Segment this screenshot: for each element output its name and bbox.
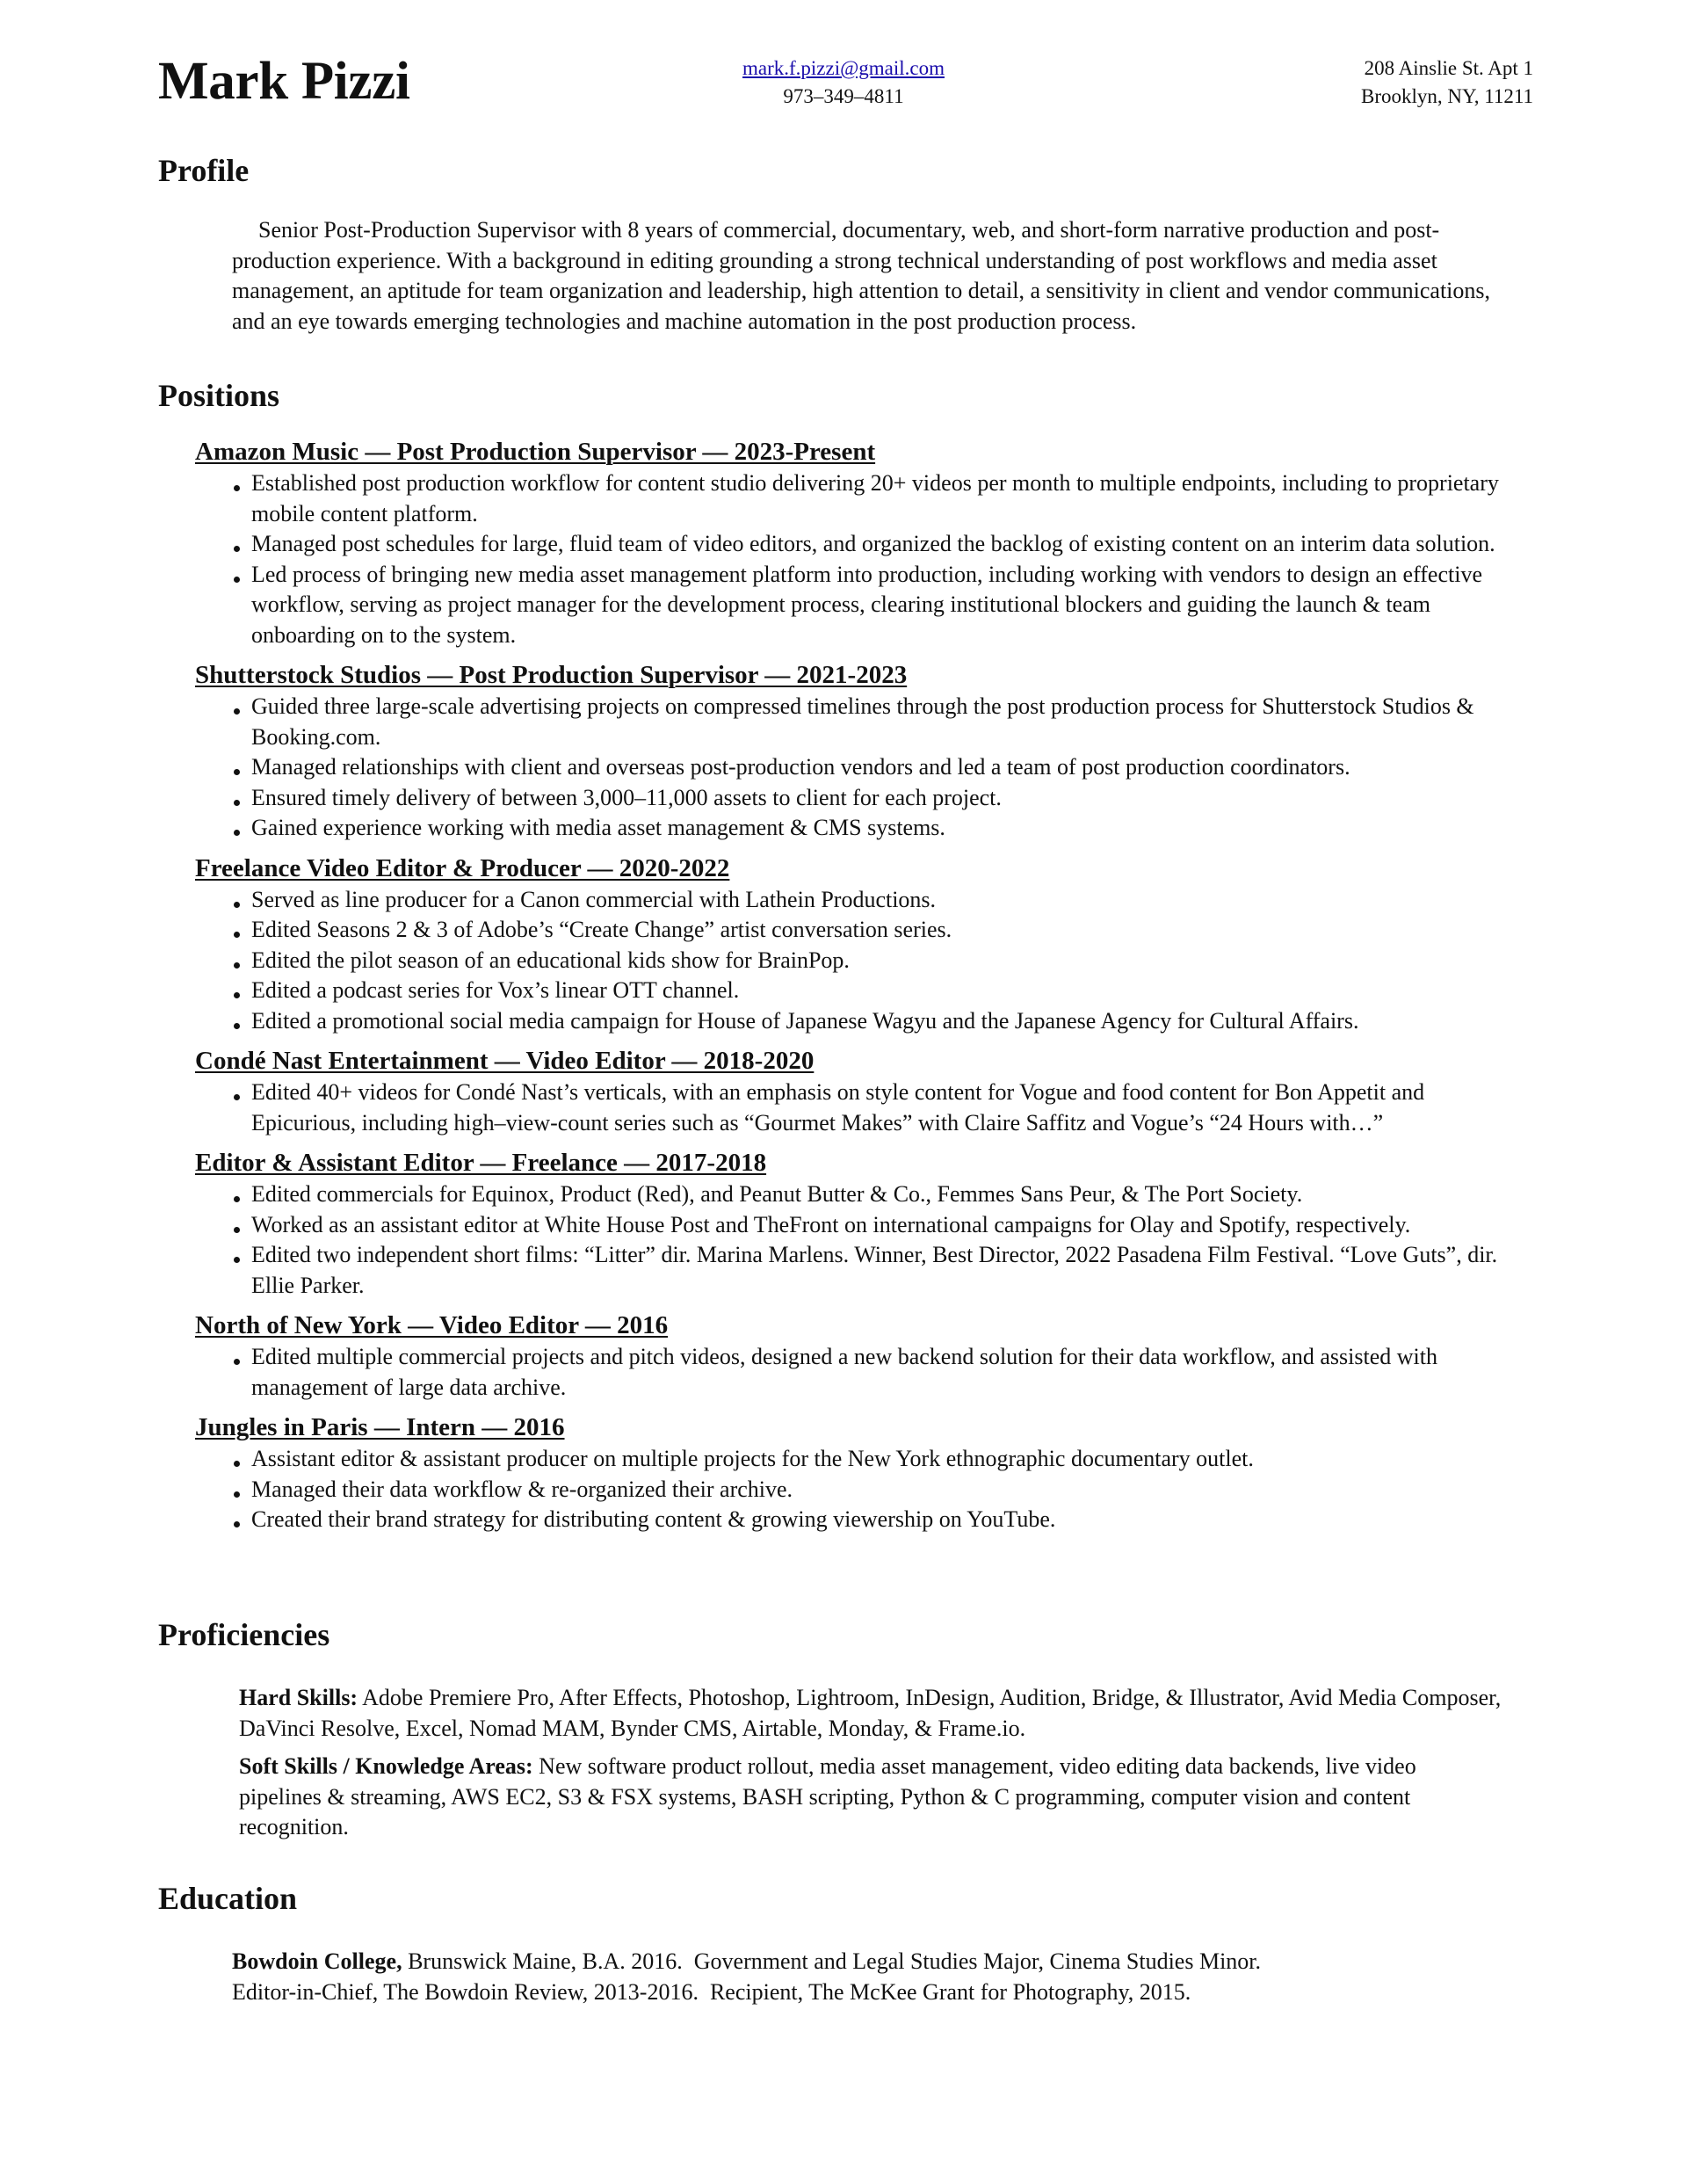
job-bullet: Established post production workflow for content studio delivering 20+ videos per month to multiple endpoints, including to proprietary mobile content platform. bbox=[251, 468, 1531, 529]
job-bullet: Gained experience working with media asset management & CMS systems. bbox=[251, 813, 1531, 844]
job-bullet-list bbox=[195, 885, 1531, 1037]
job-bullet: Managed post schedules for large, fluid team of video editors, and organized the backlog of existing content on an interim data solution. bbox=[251, 529, 1531, 560]
job-bullet: Assistant editor & assistant producer on multiple projects for the New York ethnographic documentary outlet. bbox=[251, 1444, 1531, 1475]
job-title: Amazon Music — Post Production Supervisor — 2023-Present bbox=[195, 438, 876, 466]
job-bullet: Served as line producer for a Canon commercial with Lathein Productions. bbox=[251, 885, 1531, 916]
phone-number: 973–349–4811 bbox=[783, 85, 904, 107]
job-title: North of New York — Video Editor — 2016 bbox=[195, 1311, 669, 1339]
education-degree bbox=[232, 1947, 1532, 1977]
hard-skills-label: Hard Skills: bbox=[239, 1685, 358, 1710]
profile-heading: Profile bbox=[158, 153, 250, 188]
job-bullet: Edited multiple commercial projects and pitch videos, designed a new backend solution for their data workflow, and assisted with management of large data archive. bbox=[251, 1342, 1531, 1403]
profile-summary: Senior Post-Production Supervisor with 8 years of commercial, documentary, web, and short-form narrative production and post-production experience. With a background in editing grounding a strong technical understanding of post workflows and media asset management, an aptitude for team organization and leadership, high attention to detail, a sensitivity in client and vendor communications, and an eye towards emerging technologies and machine automation in the post production process. bbox=[232, 217, 1491, 334]
job-title: Editor & Assistant Editor — Freelance — 2017-2018 bbox=[195, 1149, 767, 1177]
job-bullet: Edited the pilot season of an educational kids show for BrainPop. bbox=[251, 946, 1531, 976]
education-honors: Editor-in-Chief, The Bowdoin Review, 2013-2016. Recipient, The McKee Grant for Photography, 2015. bbox=[232, 1979, 1191, 2005]
proficiencies-heading: Proficiencies bbox=[158, 1617, 330, 1652]
job-bullet: Worked as an assistant editor at White House Post and TheFront on international campaigns for Olay and Spotify, respectively. bbox=[251, 1210, 1531, 1241]
job-bullet-list bbox=[195, 1444, 1531, 1535]
hard-skills bbox=[239, 1683, 1504, 1744]
job-title: Condé Nast Entertainment — Video Editor — 2018-2020 bbox=[195, 1047, 815, 1075]
school-name: Bowdoin College, bbox=[232, 1948, 402, 1974]
address-line-1: 208 Ainslie St. Apt 1 bbox=[1364, 57, 1533, 79]
email-link[interactable]: mark.f.pizzi@gmail.com bbox=[742, 57, 945, 79]
job-bullet: Ensured timely delivery of between 3,000–11,000 assets to client for each project. bbox=[251, 783, 1531, 814]
soft-skills bbox=[239, 1752, 1504, 1843]
job-bullet: Managed relationships with client and overseas post-production vendors and led a team of post production coordinators. bbox=[251, 752, 1531, 783]
positions-heading: Positions bbox=[158, 378, 280, 413]
job-title: Shutterstock Studios — Post Production Supervisor — 2021-2023 bbox=[195, 661, 908, 689]
job-bullet: Edited commercials for Equinox, Product (Red), and Peanut Butter & Co., Femmes Sans Peur, & The Port Society. bbox=[251, 1179, 1531, 1210]
job-bullet-list bbox=[195, 468, 1531, 650]
hard-skills-text: Adobe Premiere Pro, After Effects, Photoshop, Lightroom, InDesign, Audition, Bridge, & Illustrator, Avid Media Composer, DaVinci Resolve, Excel, Nomad MAM, Bynder CMS, Airtable, Monday, & Frame.io. bbox=[239, 1685, 1502, 1741]
positions-list bbox=[195, 436, 1531, 1544]
job-title: Freelance Video Editor & Producer — 2020-2022 bbox=[195, 853, 730, 882]
soft-skills-label: Soft Skills / Knowledge Areas: bbox=[239, 1753, 533, 1779]
job-bullet-list bbox=[195, 1342, 1531, 1403]
job-bullet: Edited a podcast series for Vox’s linear OTT channel. bbox=[251, 976, 1531, 1006]
job-bullet: Guided three large-scale advertising projects on compressed timelines through the post production process for Shutterstock Studios & Booking.com. bbox=[251, 692, 1531, 752]
job-bullet: Managed their data workflow & re-organized their archive. bbox=[251, 1475, 1531, 1506]
address-line-2: Brooklyn, NY, 11211 bbox=[1361, 85, 1533, 107]
job-bullet-list bbox=[195, 1179, 1531, 1301]
job-title: Jungles in Paris — Intern — 2016 bbox=[195, 1413, 565, 1441]
contact-block bbox=[668, 54, 1019, 111]
soft-skills-text: New software product rollout, media asset management, video editing data backends, live video pipelines & streaming, AWS EC2, S3 & FSX systems, BASH scripting, Python & C programming, computer vision and content recognition. bbox=[239, 1753, 1416, 1839]
address-block bbox=[1182, 54, 1533, 111]
job-bullet: Created their brand strategy for distributing content & growing viewership on YouTube. bbox=[251, 1505, 1531, 1535]
education-heading: Education bbox=[158, 1881, 298, 1916]
job-bullet-list bbox=[195, 692, 1531, 844]
job-bullet: Edited a promotional social media campaign for House of Japanese Wagyu and the Japanese Agency for Cultural Affairs. bbox=[251, 1006, 1531, 1037]
job-bullet: Edited 40+ videos for Condé Nast’s verticals, with an emphasis on style content for Vogue and food content for Bon Appetit and Epicurious, including high–view-count series such as “Gourmet Makes” with Claire Saffitz and Vogue’s “24 Hours with…” bbox=[251, 1077, 1531, 1138]
candidate-name: Mark Pizzi bbox=[158, 52, 410, 111]
job-bullet: Edited Seasons 2 & 3 of Adobe’s “Create Change” artist conversation series. bbox=[251, 915, 1531, 946]
job-bullet: Led process of bringing new media asset management platform into production, including working with vendors to design an effective workflow, serving as project manager for the development process, clearing institutional blockers and guiding the launch & team onboarding on to the system. bbox=[251, 560, 1531, 651]
job-bullet-list bbox=[195, 1077, 1531, 1138]
job-bullet: Edited two independent short films: “Litter” dir. Marina Marlens. Winner, Best Director, 2022 Pasadena Film Festival. “Love Guts”, dir. Ellie Parker. bbox=[251, 1240, 1531, 1301]
degree-details: Brunswick Maine, B.A. 2016. Government and Legal Studies Major, Cinema Studies Minor. bbox=[402, 1948, 1262, 1974]
